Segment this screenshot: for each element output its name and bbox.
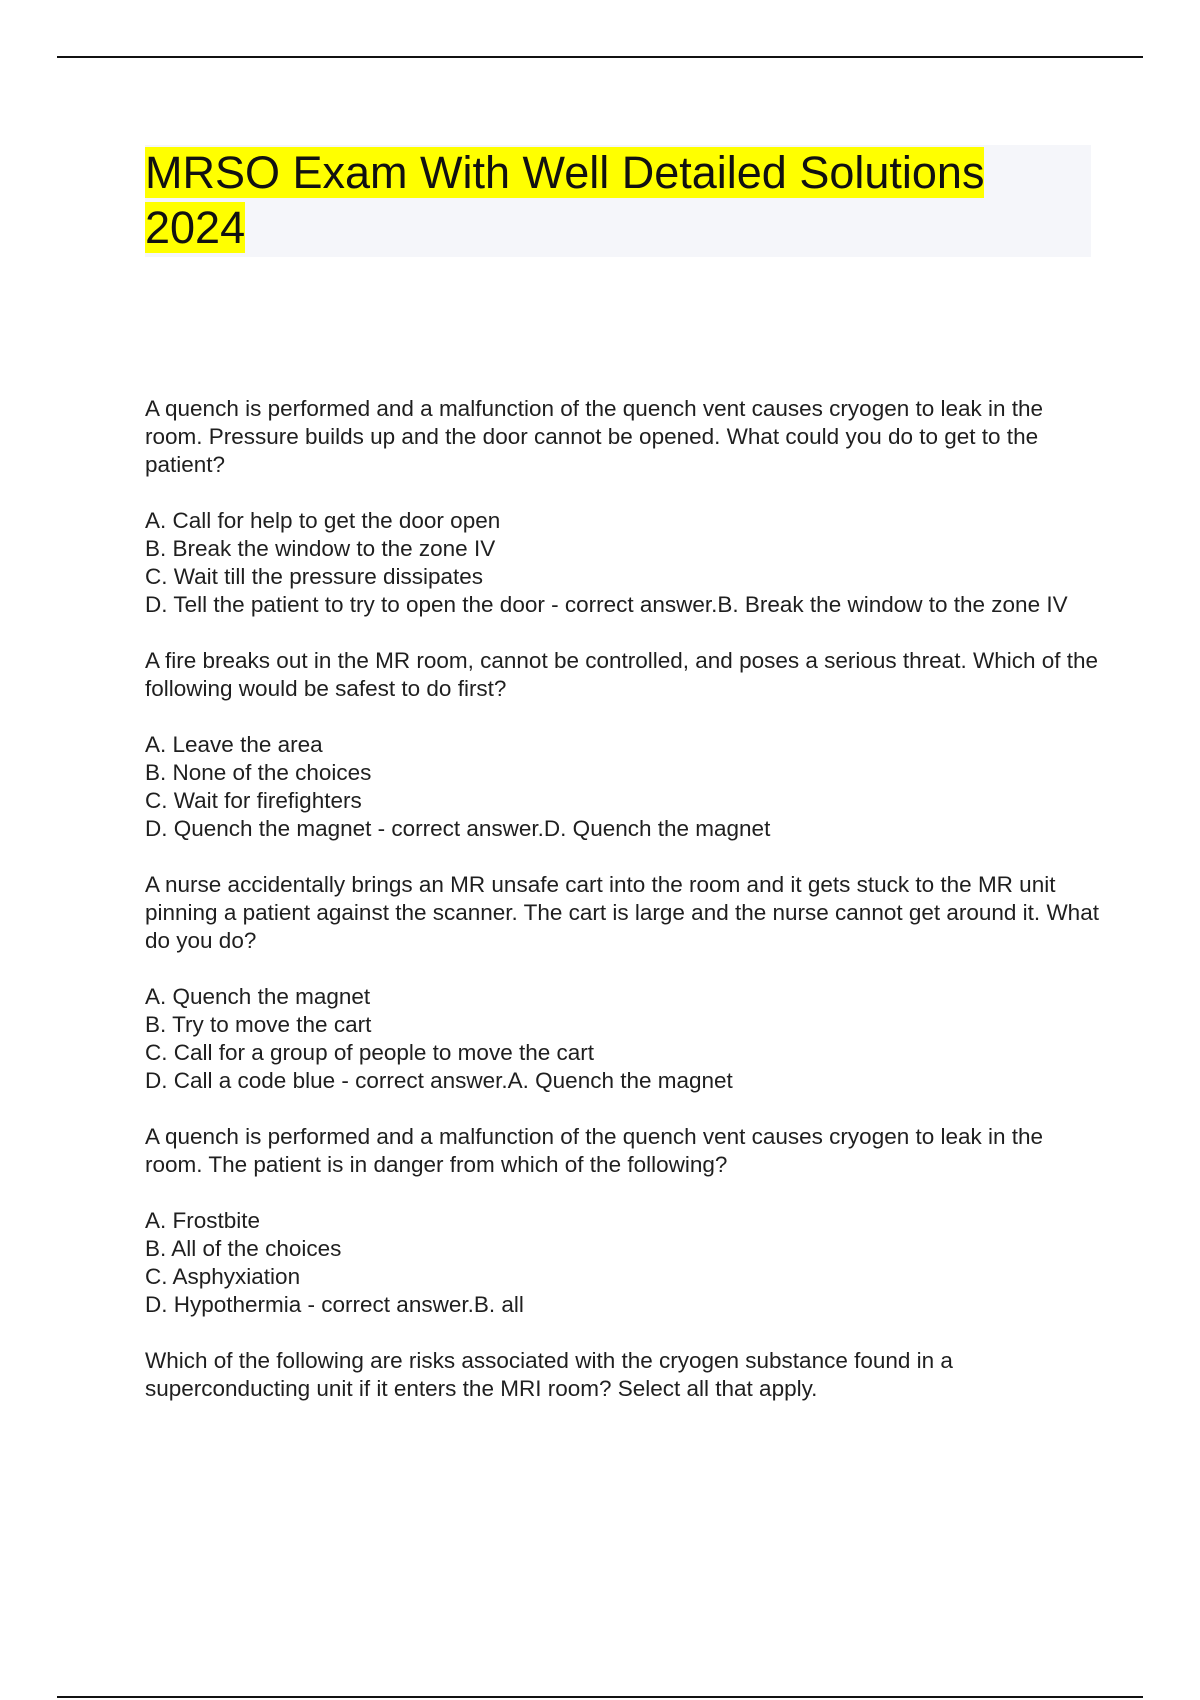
option-a: A. Frostbite <box>145 1208 261 1233</box>
option-a: A. Leave the area <box>145 732 323 757</box>
question-text: A fire breaks out in the MR room, cannot be controlled, and poses a serious threat. Which of the following would be safest to do first? <box>145 648 1099 701</box>
option-a: A. Quench the magnet <box>145 984 371 1009</box>
question-block-5 <box>145 1347 1105 1403</box>
option-b: B. All of the choices <box>145 1236 342 1261</box>
option-c: C. Asphyxiation <box>145 1264 301 1289</box>
question-text: A nurse accidentally brings an MR unsafe cart into the room and it gets stuck to the MR unit pinning a patient against the scanner. The cart is large and the nurse cannot get around it. What do you do? <box>145 872 1099 953</box>
option-b: B. Break the window to the zone IV <box>145 536 496 561</box>
option-d-with-answer: D. Quench the magnet - correct answer.D. Quench the magnet <box>145 816 771 841</box>
question-text: A quench is performed and a malfunction of the quench vent causes cryogen to leak in the room. The patient is in danger from which of the following? <box>145 1124 1044 1177</box>
title-block <box>145 145 1091 257</box>
option-d-with-answer: D. Hypothermia - correct answer.B. all <box>145 1292 524 1317</box>
question-text: Which of the following are risks associated with the cryogen substance found in a superconducting unit if it enters the MRI room? Select all that apply. <box>145 1348 953 1401</box>
document-body <box>145 395 1105 1431</box>
document-title <box>145 145 1091 255</box>
question-block-4 <box>145 1123 1105 1319</box>
option-b: B. None of the choices <box>145 760 372 785</box>
document-title-text: MRSO Exam With Well Detailed Solutions 2024 <box>145 147 985 253</box>
question-block-1 <box>145 395 1105 619</box>
question-block-2 <box>145 647 1105 843</box>
option-a: A. Call for help to get the door open <box>145 508 501 533</box>
option-c: C. Wait till the pressure dissipates <box>145 564 484 589</box>
option-d-with-answer: D. Call a code blue - correct answer.A. Quench the magnet <box>145 1068 733 1093</box>
option-c: C. Wait for firefighters <box>145 788 362 813</box>
question-text: A quench is performed and a malfunction of the quench vent causes cryogen to leak in the room. Pressure builds up and the door cannot be opened. What could you do to get to the patient? <box>145 396 1044 477</box>
bottom-rule <box>57 1696 1143 1698</box>
top-rule <box>57 56 1143 58</box>
option-b: B. Try to move the cart <box>145 1012 372 1037</box>
option-c: C. Call for a group of people to move the cart <box>145 1040 594 1065</box>
option-d-with-answer: D. Tell the patient to try to open the door - correct answer.B. Break the window to the zone IV <box>145 592 1068 617</box>
question-block-3 <box>145 871 1105 1095</box>
